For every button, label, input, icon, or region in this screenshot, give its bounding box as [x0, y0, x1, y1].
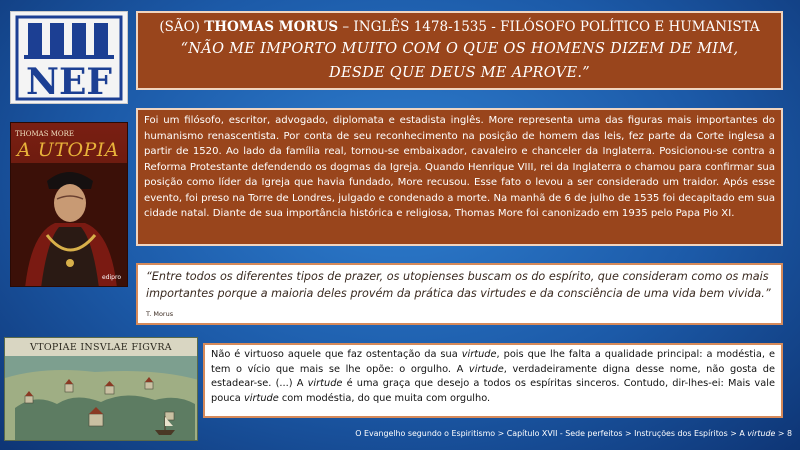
quote-author: T. Morus [146, 310, 174, 318]
virtue-word: virtude [461, 349, 497, 360]
virtue-word: virtude [243, 393, 279, 405]
nef-logo [10, 11, 128, 104]
utopia-map-image [4, 337, 198, 441]
header-quote-line-2: DESDE QUE DEUS ME APROVE.” [329, 65, 590, 81]
biography-text: Foi um filósofo, escritor, advogado, diplomata e estadista inglês. More representa uma das figuras mais importantes do humanismo renascentista. Por conta de seu reconhecimento na posição de homem das leis, fez parte da Corte inglesa a partir de 1520. Ao lado da família real, tornou-se embaixador, cavaleiro e chanceler da Inglaterra. Posicionou-se contra a Reforma Protestante defendendo os dogmas da Igreja. Quando Henrique VIII, rei da Inglaterra o chamou para confirmar sua posição como líder da Igreja que havia fundado, More recusou. Esse fato o levou a ser considerado um traidor. Após esse evento, foi preso na Torre de Londres, julgado e condenado a morte. Na manhã de 6 de julho de 1535 foi decapitado em sua cidade natal. Diante de sua importância histórica e religiosa, Thomas More foi canonizado em 1935 pelo Papa Pio XI. [144, 115, 775, 219]
virtue-text-part: , pois que lhe falta a qualidade principal: a modéstia, e tem o vício que mais se lhe opõe: o orgulho. A [211, 349, 775, 375]
utopia-quote-text: “Entre todos os diferentes tipos de prazer, os utopienses buscam os do espírito, que consideram como os mais importantes porque a maioria deles provém da prática das virtudes e da consciência de uma vida bem vivida.” [146, 270, 771, 300]
cover-publisher: edipro [102, 274, 121, 281]
footer-emphasis: virtude [747, 429, 776, 438]
map-title: VTOPIAE INSVLAE FIGVRA [30, 342, 172, 353]
virtue-word: virtude [468, 363, 504, 375]
page-title [138, 17, 781, 37]
logo-text: NEF [26, 60, 112, 101]
header-title-box [136, 11, 783, 90]
title-name: THOMAS MORUS [204, 19, 339, 35]
virtue-text-part: , verdadeiramente digna desse nome, não gosta de estadear-se. (...) A [211, 363, 775, 390]
title-prefix: (SÃO) [159, 19, 205, 35]
virtue-text-part: é uma graça que desejo a todos os espíritas sinceros. Contudo, dir-lhes-ei: Mais vale pouca [211, 378, 775, 405]
book-cover-image [10, 122, 128, 287]
virtue-text [211, 348, 775, 407]
page-number: > 8 [775, 429, 792, 438]
virtue-text-part: com modéstia, do que muita com orgulho. [278, 393, 491, 405]
utopia-quote-box [136, 263, 783, 325]
map-illustration-icon [5, 338, 198, 441]
cover-author: THOMAS MORE [15, 130, 75, 138]
title-details: – INGLÊS 1478-1535 - FILÓSOFO POLÍTICO E HUMANISTA [338, 19, 760, 35]
nef-logo-icon [14, 15, 124, 101]
biography-box [136, 108, 783, 246]
virtue-text-box [203, 343, 783, 418]
virtue-word: virtude [307, 378, 343, 390]
virtue-text-part: Não é virtuoso aquele que faz ostentação da sua [211, 349, 462, 360]
cover-title: A UTOPIA [17, 139, 120, 161]
footer-text: O Evangelho segundo o Espiritismo > Capítulo XVII - Sede perfeitos > Instruções dos Espíritos > A [355, 429, 748, 438]
footer-breadcrumb [330, 429, 792, 443]
header-quote-line-1: “NÃO ME IMPORTO MUITO COM O QUE OS HOMENS DIZEM DE MIM, [180, 41, 739, 57]
